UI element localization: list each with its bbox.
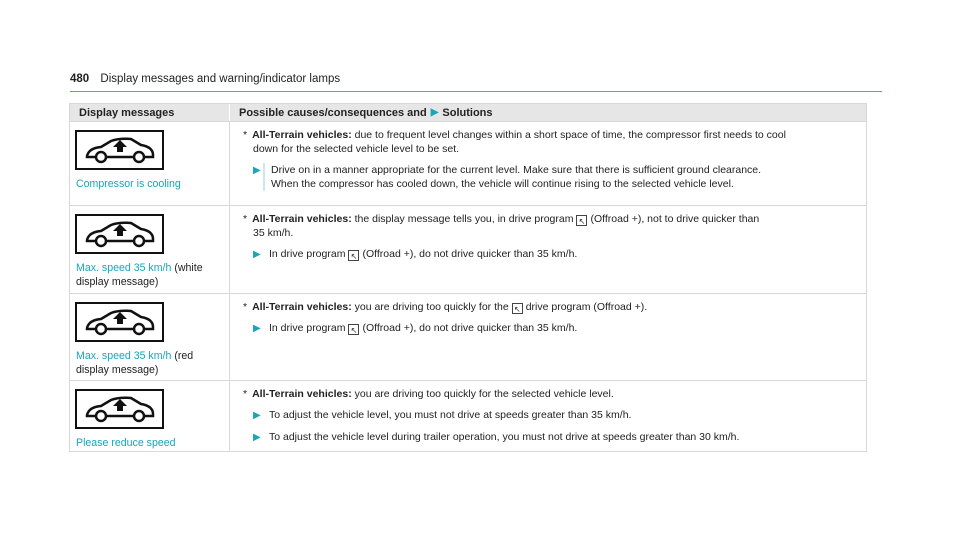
cause-text-line2: down for the selected vehicle level to be set. — [253, 143, 460, 155]
message-note: (white — [171, 262, 203, 274]
solution-post: (Offroad +), do not drive quicker than 35 km/h. — [362, 248, 578, 260]
cause-paragraph — [243, 128, 858, 156]
display-message — [76, 261, 223, 289]
col-header-causes — [230, 104, 493, 121]
car-raise-arrow-icon — [75, 214, 164, 254]
cause-text: the display message tells you, in drive program — [354, 213, 574, 225]
cause-paragraph — [243, 387, 858, 401]
footnote-star: * — [243, 129, 248, 141]
cause-paragraph — [243, 300, 858, 314]
col-header-display-messages: Display messages — [70, 104, 230, 121]
message-note-line2: display message) — [76, 364, 159, 376]
solution-pre: In drive program — [269, 248, 346, 260]
cause-cell — [230, 381, 866, 451]
solution-item — [253, 163, 858, 191]
col-header-solutions-text: Solutions — [442, 106, 493, 119]
solution-text: To adjust the vehicle level during trailer operation, you must not drive at speeds greater than 30 km/h. — [269, 431, 740, 443]
cause-cell — [230, 206, 866, 293]
table-row — [70, 293, 866, 380]
col-header-causes-text: Possible causes/consequences and — [239, 106, 427, 119]
cause-label: All-Terrain vehicles: — [252, 213, 352, 225]
table-row — [70, 380, 866, 451]
page-header — [70, 73, 882, 92]
solution-line2: When the compressor has cooled down, the vehicle will continue rising to the selected vehicle level. — [271, 178, 734, 190]
message-teal-text: Max. speed 35 km/h — [76, 262, 172, 274]
message-cell — [70, 294, 230, 380]
arrow-icon: ▶ — [253, 410, 261, 421]
display-message — [76, 436, 223, 450]
message-teal-text: Max. speed 35 km/h — [76, 350, 172, 362]
offroad-plus-icon: ↖ — [348, 250, 359, 261]
cause-text: you are driving too quickly for the selected vehicle level. — [354, 388, 614, 400]
table-header — [70, 104, 866, 121]
cause-text-post: drive program (Offroad +). — [525, 301, 648, 313]
solution-text — [269, 247, 577, 262]
page-number: 480 — [70, 73, 90, 85]
offroad-plus-icon: ↖ — [576, 215, 587, 226]
arrow-icon: ▶ — [253, 323, 261, 334]
message-cell — [70, 381, 230, 451]
message-cell — [70, 206, 230, 293]
cause-text: due to frequent level changes within a short space of time, the compressor first needs to cool — [354, 129, 786, 141]
cause-text: you are driving too quickly for the — [354, 301, 509, 313]
footnote-star: * — [243, 213, 248, 225]
cause-label: All-Terrain vehicles: — [252, 129, 352, 141]
table-row — [70, 121, 866, 205]
cause-cell — [230, 122, 866, 205]
car-raise-arrow-icon — [75, 130, 164, 170]
display-message — [76, 177, 223, 191]
solution-item — [253, 247, 858, 262]
solution-text — [269, 321, 577, 336]
solution-item — [253, 430, 858, 445]
page-title: Display messages and warning/indicator lamps — [100, 73, 341, 85]
cause-cell — [230, 294, 866, 380]
offroad-plus-icon: ↖ — [512, 303, 523, 314]
message-teal-text: Compressor is cooling — [76, 178, 181, 190]
car-raise-arrow-icon — [75, 302, 164, 342]
solution-text — [263, 163, 761, 191]
car-raise-arrow-icon — [75, 389, 164, 429]
solution-item — [253, 321, 858, 336]
solution-text: To adjust the vehicle level, you must not drive at speeds greater than 35 km/h. — [269, 409, 632, 421]
cause-paragraph — [243, 212, 858, 240]
message-note-line2: display message) — [76, 276, 159, 288]
offroad-plus-icon: ↖ — [348, 324, 359, 335]
solution-line1: Drive on in a manner appropriate for the current level. Make sure that there is sufficient ground clearance. — [271, 164, 762, 176]
cause-text-line2: 35 km/h. — [253, 227, 294, 239]
arrow-icon: ▶ — [253, 432, 261, 443]
cause-text-post: (Offroad +), not to drive quicker than — [590, 213, 760, 225]
solution-item — [253, 408, 858, 423]
display-messages-table — [69, 103, 867, 452]
cause-label: All-Terrain vehicles: — [252, 301, 352, 313]
footnote-star: * — [243, 301, 248, 313]
cause-label: All-Terrain vehicles: — [252, 388, 352, 400]
arrow-icon: ▶ — [430, 107, 439, 118]
message-cell — [70, 122, 230, 205]
message-teal-text: Please reduce speed — [76, 437, 176, 449]
arrow-icon: ▶ — [253, 165, 261, 176]
table-row — [70, 205, 866, 293]
message-note: (red — [171, 350, 194, 362]
footnote-star: * — [243, 388, 248, 400]
arrow-icon: ▶ — [253, 249, 261, 260]
solution-pre: In drive program — [269, 322, 346, 334]
display-message — [76, 349, 223, 377]
solution-post: (Offroad +), do not drive quicker than 35 km/h. — [362, 322, 578, 334]
